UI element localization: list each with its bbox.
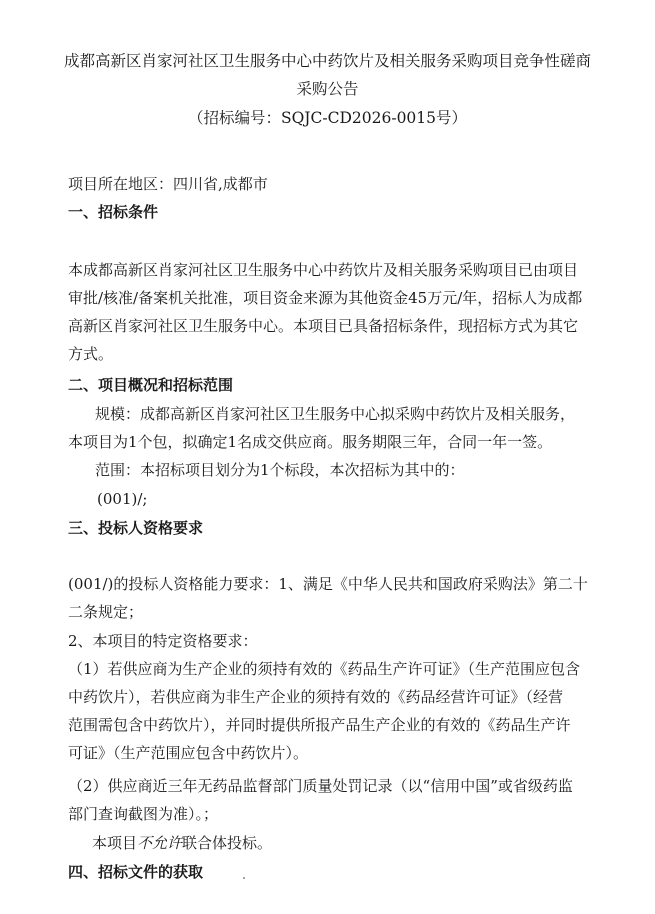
section3-heading: 三、投标人资格要求 [68, 519, 204, 537]
section3-line: （2）供应商近三年无药品监督部门质量处罚记录（以“信用中国”或省级药监 [68, 777, 573, 795]
section3-line: 中药饮片），若供应商为非生产企业的须持有效的《药品经营许可证》（经营 [68, 688, 564, 706]
section3-line: 可证》（生产范围应包含中药饮片）。 [68, 744, 309, 762]
section3-line: 范围需包含中药饮片），并同时提供所报产品生产企业的有效的《药品生产许 [68, 716, 571, 734]
consortium-post: 联合体投标。 [182, 834, 273, 852]
section3-line: 二条规定； [68, 603, 144, 621]
project-region: 项目所在地区：四川省,成都市 [68, 175, 268, 193]
section3-line: 2、本项目的特定资格要求： [68, 632, 258, 650]
tender-code: （招标编号：SQJC-CD2026-0015号） [187, 109, 468, 127]
consortium-italic: 不允许 [137, 834, 183, 852]
scale-line2: 本项目为1个包，拟确定1名成交供应商。服务期限三年，合同一年一签。 [68, 433, 553, 451]
section1-line: 高新区肖家河社区卫生服务中心。本项目已具备招标条件，现招标方式为其它 [68, 317, 579, 335]
doc-title-line2: 采购公告 [296, 80, 359, 98]
section1-line: 审批/核准/备案机关批准，项目资金来源为其他资金45万元/年，招标人为成都 [68, 289, 583, 307]
section3-line: (001/)的投标人资格能力要求：1、满足《中华人民共和国政府采购法》第二十 [68, 575, 588, 593]
range-line: 范围：本招标项目划分为1个标段，本次招标为其中的： [95, 461, 465, 479]
doc-title-line1: 成都高新区肖家河社区卫生服务中心中药饮片及相关服务采购项目竞争性磋商 [63, 52, 591, 70]
section3-line: 部门查询截图为准）。； [68, 805, 219, 823]
section2-heading: 二、项目概况和招标范围 [68, 376, 234, 394]
section1-line: 本成都高新区肖家河社区卫生服务中心中药饮片及相关服务采购项目已由项目 [68, 261, 579, 279]
section1-heading: 一、招标条件 [68, 203, 159, 221]
scale-line1: 规模：成都高新区肖家河社区卫生服务中心拟采购中药饮片及相关服务， [95, 405, 576, 423]
consortium-pre: 本项目 [92, 834, 138, 852]
lot-line: (001)/; [97, 490, 148, 508]
consortium-line [92, 829, 272, 857]
section1-line: 方式。 [68, 345, 114, 363]
section4-heading: 四、招标文件的获取 [68, 863, 204, 881]
scan-speck [243, 877, 245, 879]
section3-line: （1）若供应商为生产企业的须持有效的《药品生产许可证》（生产范围应包含 [68, 660, 581, 678]
